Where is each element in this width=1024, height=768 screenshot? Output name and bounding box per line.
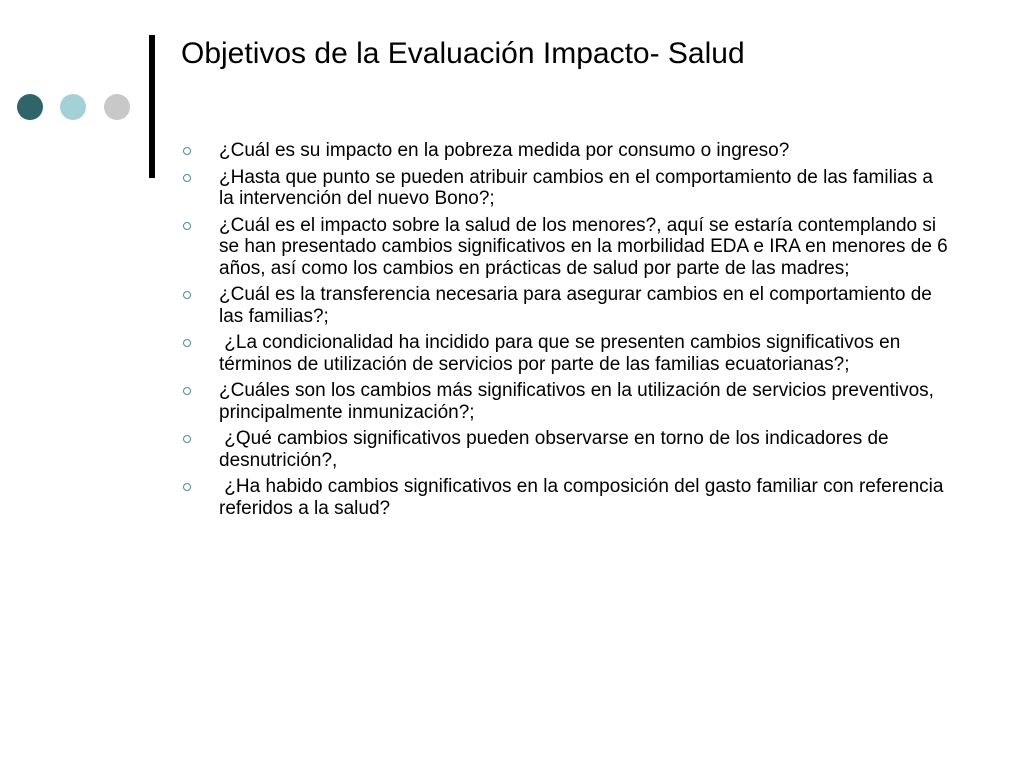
circle-bullet-icon (183, 339, 191, 347)
bullet-text: ¿Cuál es su impacto en la pobreza medida por consumo o ingreso? (219, 140, 790, 161)
bullet-text: ¿Cuál es el impacto sobre la salud de los menores?, aquí se estaría contemplando si se han presentado cambios significativos en la morbilidad EDA e IRA en menores de 6 años, así como los cambios en prácticas de salud por parte de las madres; (219, 214, 954, 279)
circle-bullet-icon (183, 147, 191, 155)
bullet-item (181, 167, 951, 210)
slide-title: Objetivos de la Evaluación Impacto- Salud (181, 37, 745, 70)
circle-bullet-icon (183, 435, 191, 443)
bullet-item (181, 428, 951, 471)
bullet-text: ¿La condicionalidad ha incidido para que se presenten cambios significativos en términos de utilización de servicios por parte de las familias ecuatorianas?; (219, 332, 906, 375)
circle-bullet-icon (183, 387, 191, 395)
circle-bullet-icon (183, 174, 191, 182)
decor-dot-dark (17, 94, 43, 120)
bullet-text: ¿Ha habido cambios significativos en la composición del gasto familiar con referencia referidos a la salud? (219, 476, 949, 519)
bullet-text: ¿Qué cambios significativos pueden observarse en torno de los indicadores de desnutrición?, (219, 428, 894, 471)
decor-dot-gray (104, 94, 130, 120)
circle-bullet-icon (183, 483, 191, 491)
bullet-item (181, 214, 954, 280)
title-divider-bar (149, 35, 155, 178)
bullet-text: ¿Hasta que punto se pueden atribuir cambios en el comportamiento de las familias a la intervención del nuevo Bono?; (219, 166, 939, 209)
bullet-item (181, 332, 951, 375)
bullet-item (181, 380, 951, 423)
bullet-text: ¿Cuál es la transferencia necesaria para asegurar cambios en el comportamiento de las familias?; (219, 284, 938, 327)
bullet-text: ¿Cuáles son los cambios más significativos en la utilización de servicios preventivos, principalmente inmunización?; (219, 380, 940, 423)
decor-dot-light (60, 94, 86, 120)
bullet-item (181, 476, 951, 519)
circle-bullet-icon (183, 222, 191, 230)
bullet-list (181, 140, 954, 524)
circle-bullet-icon (183, 291, 191, 299)
bullet-item (181, 140, 951, 162)
bullet-item (181, 284, 951, 327)
